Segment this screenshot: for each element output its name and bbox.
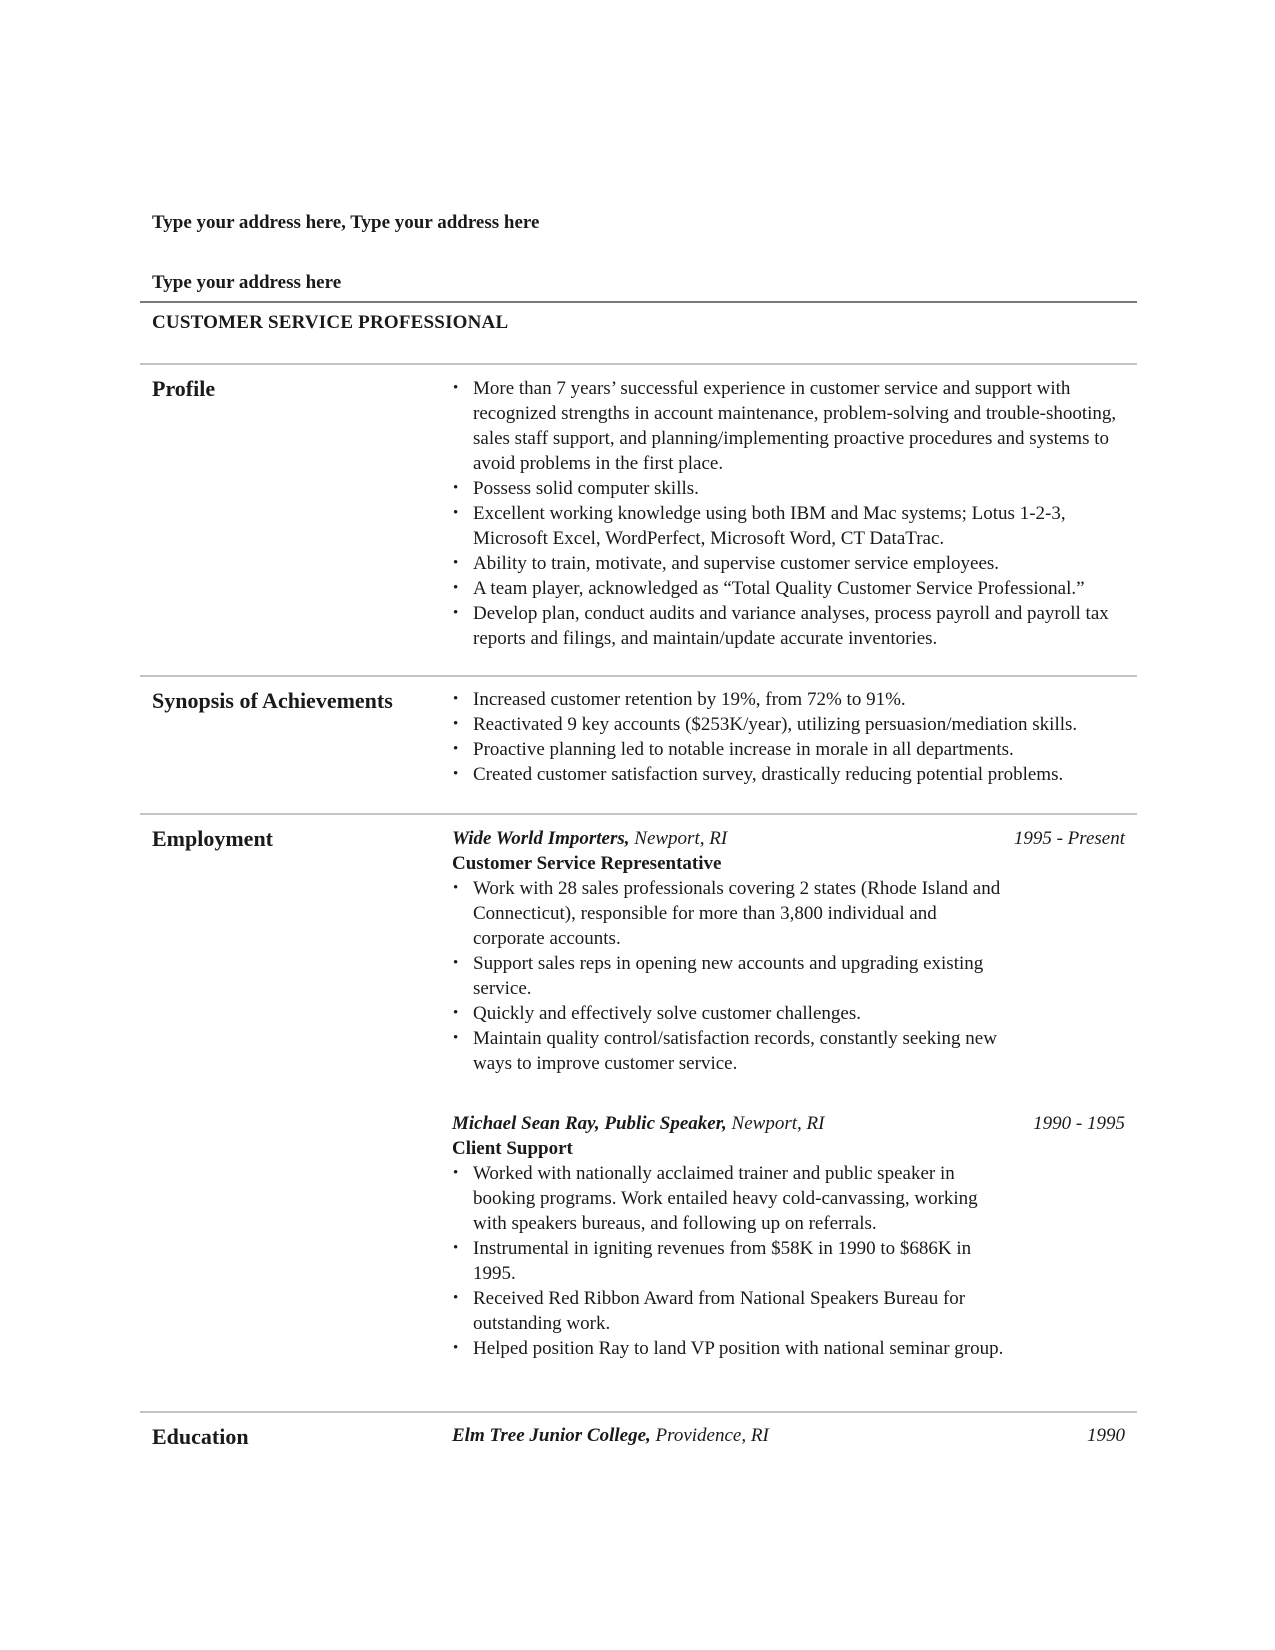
list-item: • Helped position Ray to land VP position with national seminar group. <box>452 1336 1012 1361</box>
job-title: Client Support <box>452 1138 573 1159</box>
list-item: • Quickly and effectively solve customer challenges. <box>452 1001 1012 1026</box>
list-item: • Possess solid computer skills. <box>452 476 1117 501</box>
profile-list <box>452 376 1117 651</box>
list-item: • Worked with nationally acclaimed trainer and public speaker in booking programs. Work entailed heavy cold-canvassing, working with speakers bureaus, and following up on referrals. <box>452 1161 1012 1236</box>
job-employer-line <box>452 826 727 851</box>
education-school-line <box>452 1423 769 1448</box>
list-item: • Received Red Ribbon Award from National Speakers Bureau for outstanding work. <box>452 1286 1012 1336</box>
job-employer-line <box>452 1111 824 1136</box>
education-heading: Education <box>152 1424 249 1449</box>
profile-heading: Profile <box>152 376 216 401</box>
list-item: • Reactivated 9 key accounts ($253K/year), utilizing persuasion/mediation skills. <box>452 712 1132 737</box>
education-year: 1990 <box>1087 1425 1125 1446</box>
list-item: • Ability to train, motivate, and supervise customer service employees. <box>452 551 1117 576</box>
list-item: • Support sales reps in opening new accounts and upgrading existing service. <box>452 951 1012 1001</box>
section-divider <box>140 813 1137 815</box>
job-dates: 1990 - 1995 <box>1033 1113 1125 1134</box>
list-item: • More than 7 years’ successful experience in customer service and support with recognized strengths in account maintenance, problem-solving and trouble-shooting, sales staff support, and planning/implementing proactive procedures and systems to avoid problems in the first place. <box>452 376 1117 476</box>
employer-location: Newport, RI <box>629 828 728 849</box>
synopsis-heading: Synopsis of Achievements <box>152 688 393 713</box>
list-item: • Maintain quality control/satisfaction records, constantly seeking new ways to improve customer service. <box>452 1026 1012 1076</box>
job-dates: 1995 - Present <box>1013 828 1125 849</box>
list-item: • A team player, acknowledged as “Total Quality Customer Service Professional.” <box>452 576 1117 601</box>
list-item: • Increased customer retention by 19%, from 72% to 91%. <box>452 687 1132 712</box>
list-item: • Excellent working knowledge using both IBM and Mac systems; Lotus 1-2-3, Microsoft Excel, WordPerfect, Microsoft Word, CT DataTrac. <box>452 501 1117 551</box>
header-divider <box>140 301 1137 303</box>
section-divider <box>140 363 1137 365</box>
employer-location: Newport, RI <box>726 1113 825 1134</box>
address-line-2: Type your address here <box>152 272 342 293</box>
list-item: • Proactive planning led to notable increase in morale in all departments. <box>452 737 1132 762</box>
list-item: • Created customer satisfaction survey, drastically reducing potential problems. <box>452 762 1132 787</box>
objective-title: CUSTOMER SERVICE PROFESSIONAL <box>152 312 509 333</box>
school-name: Elm Tree Junior College, <box>452 1425 651 1446</box>
address-line-1: Type your address here, Type your address here <box>152 212 540 233</box>
section-divider <box>140 1411 1137 1413</box>
job-title: Customer Service Representative <box>452 853 722 874</box>
job-duties-list <box>452 876 1012 1076</box>
list-item: • Develop plan, conduct audits and variance analyses, process payroll and payroll tax reports and filings, and maintain/update accurate inventories. <box>452 601 1117 651</box>
job-duties-list <box>452 1161 1012 1361</box>
section-divider <box>140 675 1137 677</box>
list-item: • Instrumental in igniting revenues from $58K in 1990 to $686K in 1995. <box>452 1236 1012 1286</box>
employment-heading: Employment <box>152 826 273 851</box>
synopsis-list <box>452 687 1132 787</box>
list-item: • Work with 28 sales professionals covering 2 states (Rhode Island and Connecticut), responsible for more than 3,800 individual and corporate accounts. <box>452 876 1012 951</box>
employer-name: Michael Sean Ray, Public Speaker, <box>452 1113 727 1134</box>
school-location: Providence, RI <box>650 1425 769 1446</box>
employer-name: Wide World Importers, <box>452 828 630 849</box>
